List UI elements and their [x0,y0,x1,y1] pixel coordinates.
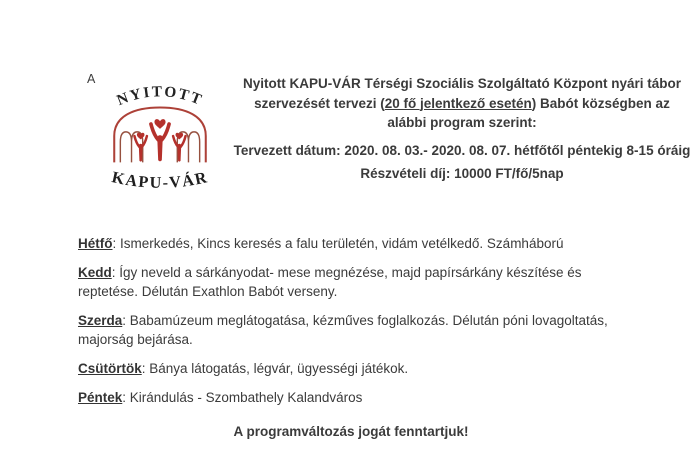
intro-text-before: Nyitott KAPU-VÁR Térségi Szociális Szolgáltató Központ nyári tábor szervezését tervezi ( [242,76,682,111]
schedule-row-monday [78,234,624,253]
day-label: Péntek [78,390,123,405]
day-activities: : Így neveld a sárkányodat- mese megnézése, majd papírsárkány készítése és reptetése. Délután Exathlon Babót verseny. [78,265,582,299]
logo-bottom-arc-text: KAPU-VÁR [110,168,210,192]
day-label: Hétfő [78,236,113,251]
schedule-row-tuesday [78,263,624,301]
day-label: Csütörtök [78,361,142,376]
schedule-row-friday [78,388,624,407]
schedule-section [78,234,624,417]
day-activities: : Kirándulás - Szombathely Kalandváros [122,390,363,405]
kapuvar-logo [97,79,223,199]
day-activities: : Ismerkedés, Kincs keresés a falu területén, vidám vetélkedő. Számháború [112,236,564,251]
intro-paragraph [233,74,691,133]
fee-line: Részvételi díj: 10000 FT/fő/5nap [360,166,564,181]
day-label: Szerda [78,313,123,328]
day-activities: : Babamúzeum meglátogatása, kézműves foglalkozás. Délután póni lovagoltatás, majorság bejárása. [78,313,608,347]
enrollment-condition-underline: 20 fő jelentkező esetén [384,95,532,111]
day-label: Kedd [78,265,112,280]
day-activities: : Bánya látogatás, légvár, ügyességi játékok. [141,361,409,376]
schedule-row-thursday [78,359,624,378]
header-text-block [233,74,691,184]
schedule-row-wednesday [78,311,624,349]
date-line: Tervezett dátum: 2020. 08. 03.- 2020. 08. 07. hétfőtől péntekig 8-15 óráig [233,142,691,158]
footer-note: A programváltozás jogát fenntartjuk! [233,424,469,439]
kapuvar-logo-icon [97,79,223,199]
lead-in-text: A [87,72,96,86]
intro-text-after: ) Babót községben az alábbi program szerint: [387,95,670,130]
logo-top-arc-text: NYITOTT [114,83,206,110]
